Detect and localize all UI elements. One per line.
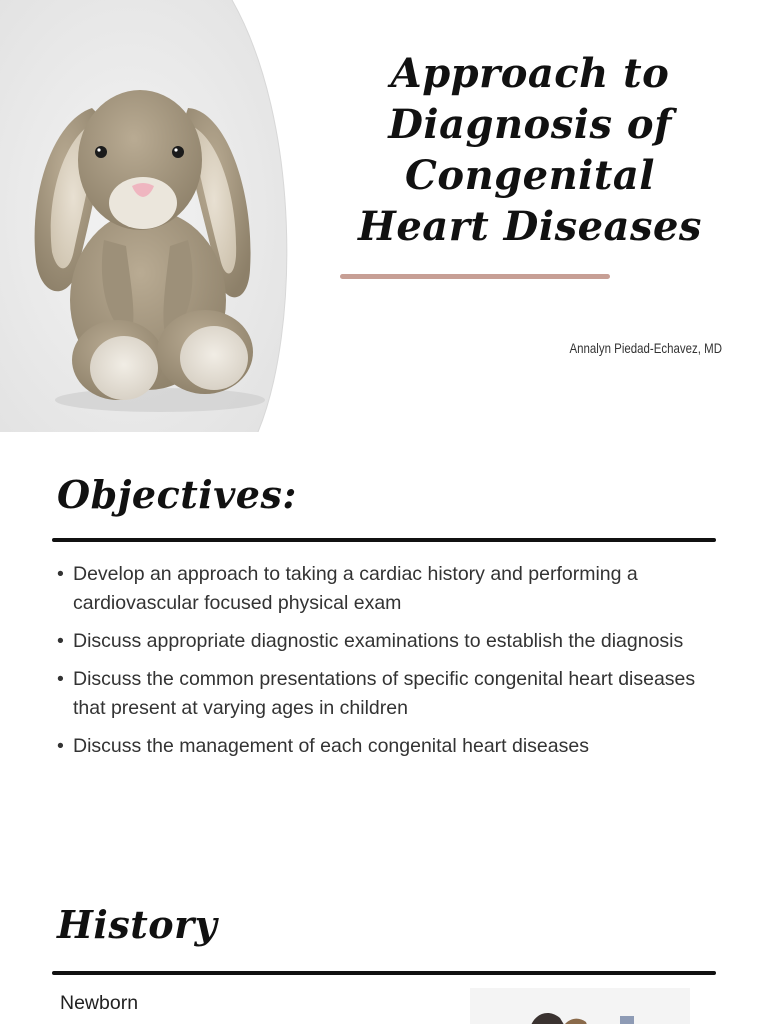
- title-underline: [340, 274, 610, 279]
- author-name: Annalyn Piedad-Echavez, MD: [569, 340, 722, 356]
- heading-underline: [52, 538, 716, 542]
- list-item: [57, 560, 717, 618]
- title-line: Congenital: [405, 152, 655, 199]
- plush-bunny-photo: [0, 0, 300, 432]
- objectives-list: [57, 560, 717, 770]
- history-heading: History: [57, 902, 218, 947]
- title-line: Heart Diseases: [358, 203, 702, 250]
- list-item: [57, 665, 717, 723]
- objectives-slide: [0, 442, 768, 862]
- list-item-text: Discuss the common presentations of specific congenital heart diseases that present at varying ages in children: [73, 668, 696, 719]
- newborn-label: Newborn: [60, 992, 139, 1014]
- history-slide: [0, 872, 768, 1024]
- slide-gap: [0, 432, 768, 442]
- slide-gap: [0, 862, 768, 872]
- list-item-text: Develop an approach to taking a cardiac history and performing a cardiovascular focused physical exam: [73, 563, 638, 614]
- list-item-text: Discuss appropriate diagnostic examinations to establish the diagnosis: [73, 630, 684, 652]
- heading-underline: [52, 971, 716, 975]
- presentation-title: [330, 48, 730, 252]
- list-item: [57, 732, 717, 761]
- title-slide: [0, 0, 768, 432]
- title-line: Approach to: [390, 50, 670, 97]
- bullet-icon: •: [57, 668, 64, 690]
- bullet-icon: •: [57, 735, 64, 757]
- list-item: [57, 627, 717, 656]
- bullet-icon: •: [57, 563, 64, 585]
- history-photo: [470, 988, 690, 1024]
- objectives-heading: Objectives:: [57, 472, 297, 517]
- bullet-icon: •: [57, 630, 64, 652]
- list-item-text: Discuss the management of each congenital heart diseases: [73, 735, 589, 757]
- title-line: Diagnosis of: [388, 101, 672, 148]
